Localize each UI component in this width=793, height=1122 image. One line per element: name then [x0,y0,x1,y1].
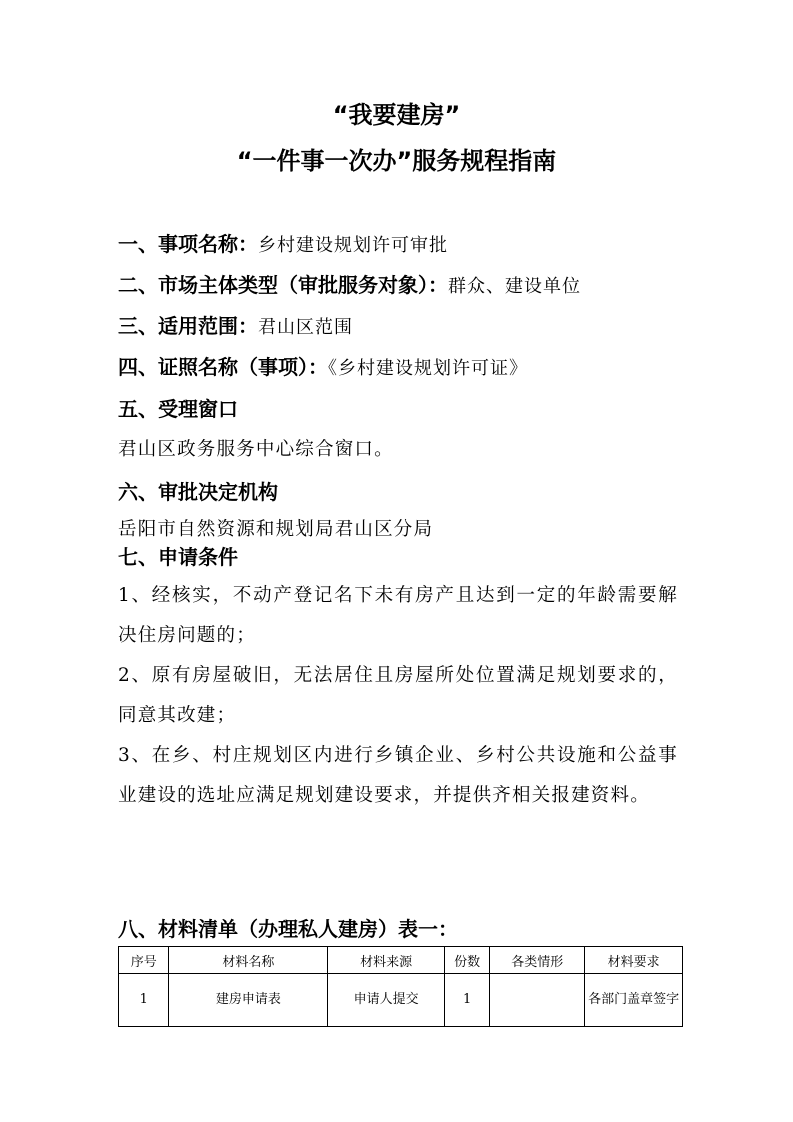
section-license-name-value: 《乡村建设规划许可证》 [328,358,528,379]
table-row [119,974,683,1027]
section-window-heading [118,397,688,422]
cell-source: 申请人提交 [328,974,445,1027]
section-license-name [118,355,688,381]
column-header-situation: 各类情形 [490,947,585,974]
condition-item-3: 3、在乡、村庄规划区内进行乡镇企业、乡村公共设施和公益事业建设的选址应满足规划建设要求，并提供齐相关报建资料。 [118,745,678,806]
cell-situation [490,974,585,1027]
section-scope-label: 三、适用范围： [118,314,258,338]
section-window-value: 君山区政务服务中心综合窗口。 [118,439,394,460]
cell-count: 1 [444,974,490,1027]
section-license-name-label: 四、证照名称（事项）： [118,355,328,379]
column-header-source: 材料来源 [328,947,445,974]
table-header-row [119,947,683,974]
column-header-count: 份数 [444,947,490,974]
column-header-name: 材料名称 [169,947,328,974]
section-item-name [118,232,688,258]
section-conditions-heading [118,545,688,570]
cell-name: 建房申请表 [169,974,328,1027]
column-header-no: 序号 [119,947,169,974]
section-window-label: 五、受理窗口 [118,397,238,421]
column-header-requirement: 材料要求 [585,947,683,974]
section-materials-heading [118,917,688,942]
section-materials-label: 八、材料清单（办理私人建房）表一： [118,917,458,941]
section-scope-value: 君山区范围 [258,317,353,338]
title-line-1: “我要建房” [332,101,461,129]
section-scope [118,314,688,340]
section-conditions-label: 七、申请条件 [118,545,238,569]
condition-item-1: 1、经核实，不动产登记名下未有房产且达到一定的年龄需要解决住房问题的； [118,585,678,646]
cell-no: 1 [119,974,169,1027]
cell-requirement: 各部门盖章签字 [585,974,683,1027]
section-subject-type [118,273,688,299]
condition-item-2: 2、原有房屋破旧，无法居住且房屋所处位置满足规划要求的，同意其改建； [118,665,678,726]
section-item-name-label: 一、事项名称： [118,232,258,256]
title-line-2: “一件事一次办”服务规程指南 [236,147,557,175]
section-subject-type-label: 二、市场主体类型（审批服务对象）： [118,273,448,297]
section-item-name-value: 乡村建设规划许可审批 [258,235,448,256]
document-title [0,100,793,176]
materials-table [118,946,683,1027]
section-authority-value: 岳阳市自然资源和规划局君山区分局 [118,519,434,540]
section-authority-heading [118,480,688,505]
section-authority-label: 六、审批决定机构 [118,480,278,504]
section-subject-type-value: 群众、建设单位 [448,276,581,297]
